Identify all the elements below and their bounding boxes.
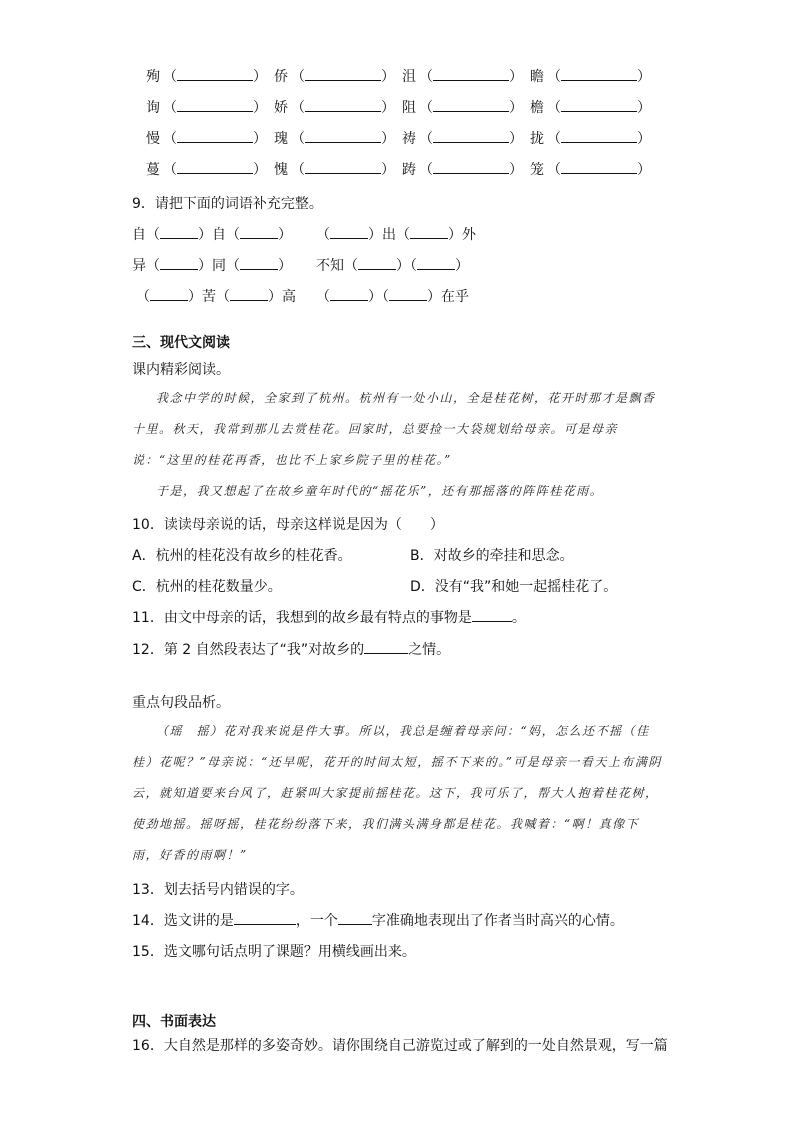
char-item: 瑰 （ ） bbox=[274, 131, 395, 147]
answer-blank[interactable] bbox=[561, 98, 637, 112]
section-3-title: 三、现代文阅读 bbox=[132, 335, 230, 351]
answer-blank[interactable] bbox=[305, 67, 381, 81]
char-item: 侨 （ ） bbox=[274, 69, 395, 85]
char-row-4 bbox=[146, 159, 666, 181]
char-item: 愧 （ ） bbox=[274, 162, 395, 178]
answer-blank[interactable] bbox=[330, 225, 368, 239]
char-item: 阻 （ ） bbox=[402, 100, 523, 116]
option-a[interactable]: A．杭州的桂花没有故乡的桂花香。 bbox=[132, 548, 352, 564]
answer-blank[interactable] bbox=[338, 911, 372, 925]
answer-blank[interactable] bbox=[410, 225, 448, 239]
answer-blank[interactable] bbox=[433, 67, 509, 81]
question-10: 10．读读母亲说的话，母亲这样说是因为（ ） bbox=[132, 517, 444, 533]
answer-blank[interactable] bbox=[433, 129, 509, 143]
char-item: 笼 （ ） bbox=[530, 162, 651, 178]
answer-blank[interactable] bbox=[160, 256, 198, 270]
section-4-title: 四、书面表达 bbox=[132, 1014, 216, 1030]
question-11: 11．由文中母亲的话，我想到的故乡最有特点的事物是 。 bbox=[132, 610, 526, 626]
option-b[interactable]: B．对故乡的牵挂和思念。 bbox=[410, 548, 574, 564]
answer-blank[interactable] bbox=[160, 225, 198, 239]
answer-blank[interactable] bbox=[561, 160, 637, 174]
char-item: 沮 （ ） bbox=[402, 69, 523, 85]
question-12: 12．第 2 自然段表达了“我”对故乡的 之情。 bbox=[132, 642, 451, 658]
answer-blank[interactable] bbox=[364, 640, 408, 654]
answer-blank[interactable] bbox=[433, 98, 509, 112]
answer-blank[interactable] bbox=[240, 225, 278, 239]
answer-blank[interactable] bbox=[177, 67, 253, 81]
sub-heading-2: 重点句段品析。 bbox=[132, 695, 230, 711]
answer-blank[interactable] bbox=[177, 129, 253, 143]
char-row-3 bbox=[146, 128, 666, 150]
answer-blank[interactable] bbox=[433, 160, 509, 174]
reading-passage-2: （瑶 摇）花对我来说是件大事。所以，我总是缠着母亲问：“妈，怎么还不摇（佳 桂）花呢？”母亲说：“还早呢，花开的时间太短，摇不下来的。”可是母亲一看天上布满阴云，就知道要来台风了，赶紧叫大家提前摇桂花。这下，我可乐了，帮大人抱着桂花树，使劲地摇。摇呀摇，桂花纷纷落下来，我们满头满身都是桂花。我喊着：“啊！真像下雨，好香的雨啊！” bbox=[132, 724, 664, 862]
char-item: 踌 （ ） bbox=[402, 162, 523, 178]
char-item: 询 （ ） bbox=[146, 100, 267, 116]
idiom-4: 不知（ ）（ ） bbox=[316, 258, 469, 274]
char-item: 蔓 （ ） bbox=[146, 162, 267, 178]
answer-blank[interactable] bbox=[472, 608, 512, 622]
question-14: 14．选文讲的是 ，一个 字准确地表现出了作者当时高兴的心情。 bbox=[132, 913, 624, 929]
char-item: 殉 （ ） bbox=[146, 69, 267, 85]
char-item: 慢 （ ） bbox=[146, 131, 267, 147]
option-c[interactable]: C．杭州的桂花数量少。 bbox=[132, 579, 282, 595]
question-9: 9．请把下面的词语补充完整。 bbox=[132, 196, 323, 212]
answer-blank[interactable] bbox=[177, 160, 253, 174]
char-item: 檐 （ ） bbox=[530, 100, 651, 116]
idiom-5: （ ）苦（ ）高 bbox=[136, 289, 296, 305]
char-item: 拢 （ ） bbox=[530, 131, 651, 147]
question-15: 15．选文哪句话点明了课题？用横线画出来。 bbox=[132, 944, 416, 960]
answer-blank[interactable] bbox=[330, 287, 368, 301]
answer-blank[interactable] bbox=[358, 256, 396, 270]
answer-blank[interactable] bbox=[561, 67, 637, 81]
sub-heading-1: 课内精彩阅读。 bbox=[132, 362, 230, 378]
idiom-3: 异（ ）同（ ） bbox=[132, 258, 292, 274]
char-item: 娇 （ ） bbox=[274, 100, 395, 116]
answer-blank[interactable] bbox=[177, 98, 253, 112]
answer-blank[interactable] bbox=[305, 129, 381, 143]
char-item: 祷 （ ） bbox=[402, 131, 523, 147]
answer-blank[interactable] bbox=[230, 287, 268, 301]
option-d[interactable]: D．没有“我”和她一起摇桂花了。 bbox=[410, 579, 618, 595]
answer-blank[interactable] bbox=[240, 256, 278, 270]
idiom-6: （ ）（ ）在乎 bbox=[316, 289, 469, 305]
answer-blank[interactable] bbox=[234, 911, 296, 925]
answer-blank[interactable] bbox=[561, 129, 637, 143]
answer-blank[interactable] bbox=[305, 98, 381, 112]
idiom-1: 自（ ）自（ ） bbox=[132, 227, 292, 243]
idiom-2: （ ）出（ ）外 bbox=[316, 227, 476, 243]
answer-blank[interactable] bbox=[417, 256, 455, 270]
question-16: 16．大自然是那样的多姿奇妙。请你围绕自己游览过或了解到的一处自然景观，写一篇 bbox=[132, 1038, 668, 1054]
answer-blank[interactable] bbox=[305, 160, 381, 174]
question-13: 13．划去括号内错误的字。 bbox=[132, 882, 304, 898]
reading-passage-1: 我念中学的时候，全家到了杭州。杭州有一处小山，全是桂花树，花开时那才是飘香十里。秋天，我常到那儿去赏桂花。回家时，总要捡一大袋规划给母亲。可是母亲说：“这里的桂花再香，也比不上家乡院子里的桂花。” 于是，我又想起了在故乡童年时代的“摇花乐”，还有那摇落的阵阵桂花雨。 bbox=[132, 391, 656, 498]
answer-blank[interactable] bbox=[389, 287, 427, 301]
char-row-1 bbox=[146, 66, 666, 88]
char-item: 瞻 （ ） bbox=[530, 69, 651, 85]
answer-blank[interactable] bbox=[150, 287, 188, 301]
char-row-2 bbox=[146, 97, 666, 119]
